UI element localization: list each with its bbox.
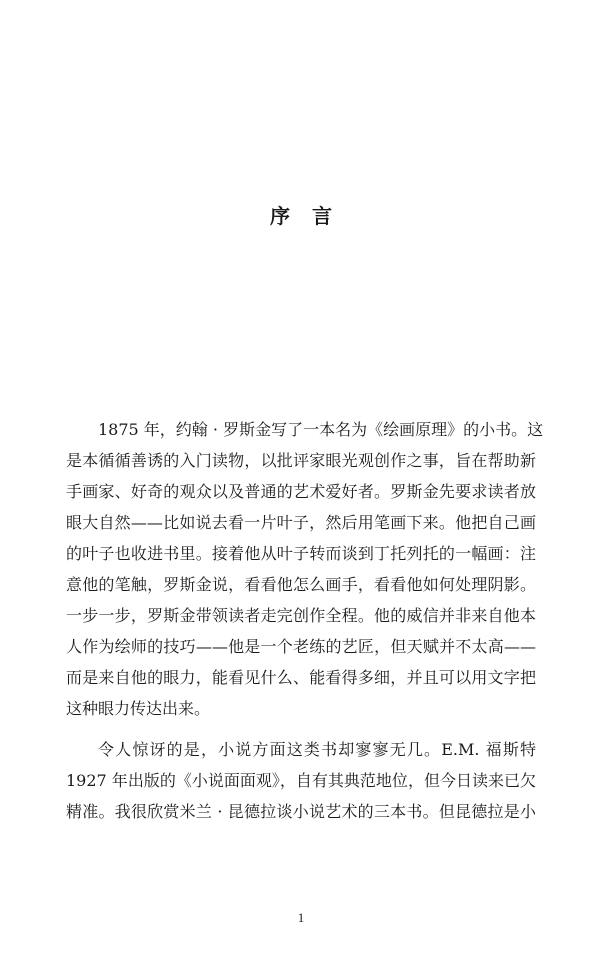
paragraph-1-line-5: 的叶子也收进书里。接着他从叶子转而谈到丁托列托的一幅画：注 xyxy=(66,544,536,563)
paragraph-2-line-3: 精准。我很欣赏米兰 · 昆德拉谈小说艺术的三本书。但昆德拉是小 xyxy=(66,802,536,821)
paragraph-1-line-4: 眼大自然——比如说去看一片叶子，然后用笔画下来。他把自己画 xyxy=(66,513,536,532)
paragraph-1-line-6: 意他的笔触，罗斯金说，看看他怎么画手，看看他如何处理阴影。 xyxy=(66,575,536,594)
paragraph-1-line-2: 是本循循善诱的入门读物，以批评家眼光观创作之事，旨在帮助新 xyxy=(66,451,536,470)
paragraph-1-line-9: 而是来自他的眼力，能看见什么、能看得多细，并且可以用文字把 xyxy=(66,668,536,687)
paragraph-1-line-10: 这种眼力传达出来。 xyxy=(66,699,211,718)
paragraph-1-line-1: 1875 年，约翰 · 罗斯金写了一本名为《绘画原理》的小书。这 xyxy=(98,420,544,439)
paragraph-1-line-8: 人作为绘师的技巧——他是一个老练的艺匠，但天赋并不太高—— xyxy=(66,637,536,656)
chapter-title: 序言 xyxy=(270,204,354,228)
paragraph-1-line-7: 一步一步，罗斯金带领读者走完创作全程。他的威信并非来自他本 xyxy=(66,606,536,625)
paragraph-1-line-3: 手画家、好奇的观众以及普通的艺术爱好者。罗斯金先要求读者放 xyxy=(66,482,536,501)
page-number: 1 xyxy=(297,910,305,925)
paragraph-2-line-2: 1927 年出版的《小说面面观》，自有其典范地位，但今日读来已欠 xyxy=(66,771,536,790)
paragraph-2-line-1: 令人惊讶的是，小说方面这类书却寥寥无几。E.M. 福斯特 xyxy=(98,740,536,759)
